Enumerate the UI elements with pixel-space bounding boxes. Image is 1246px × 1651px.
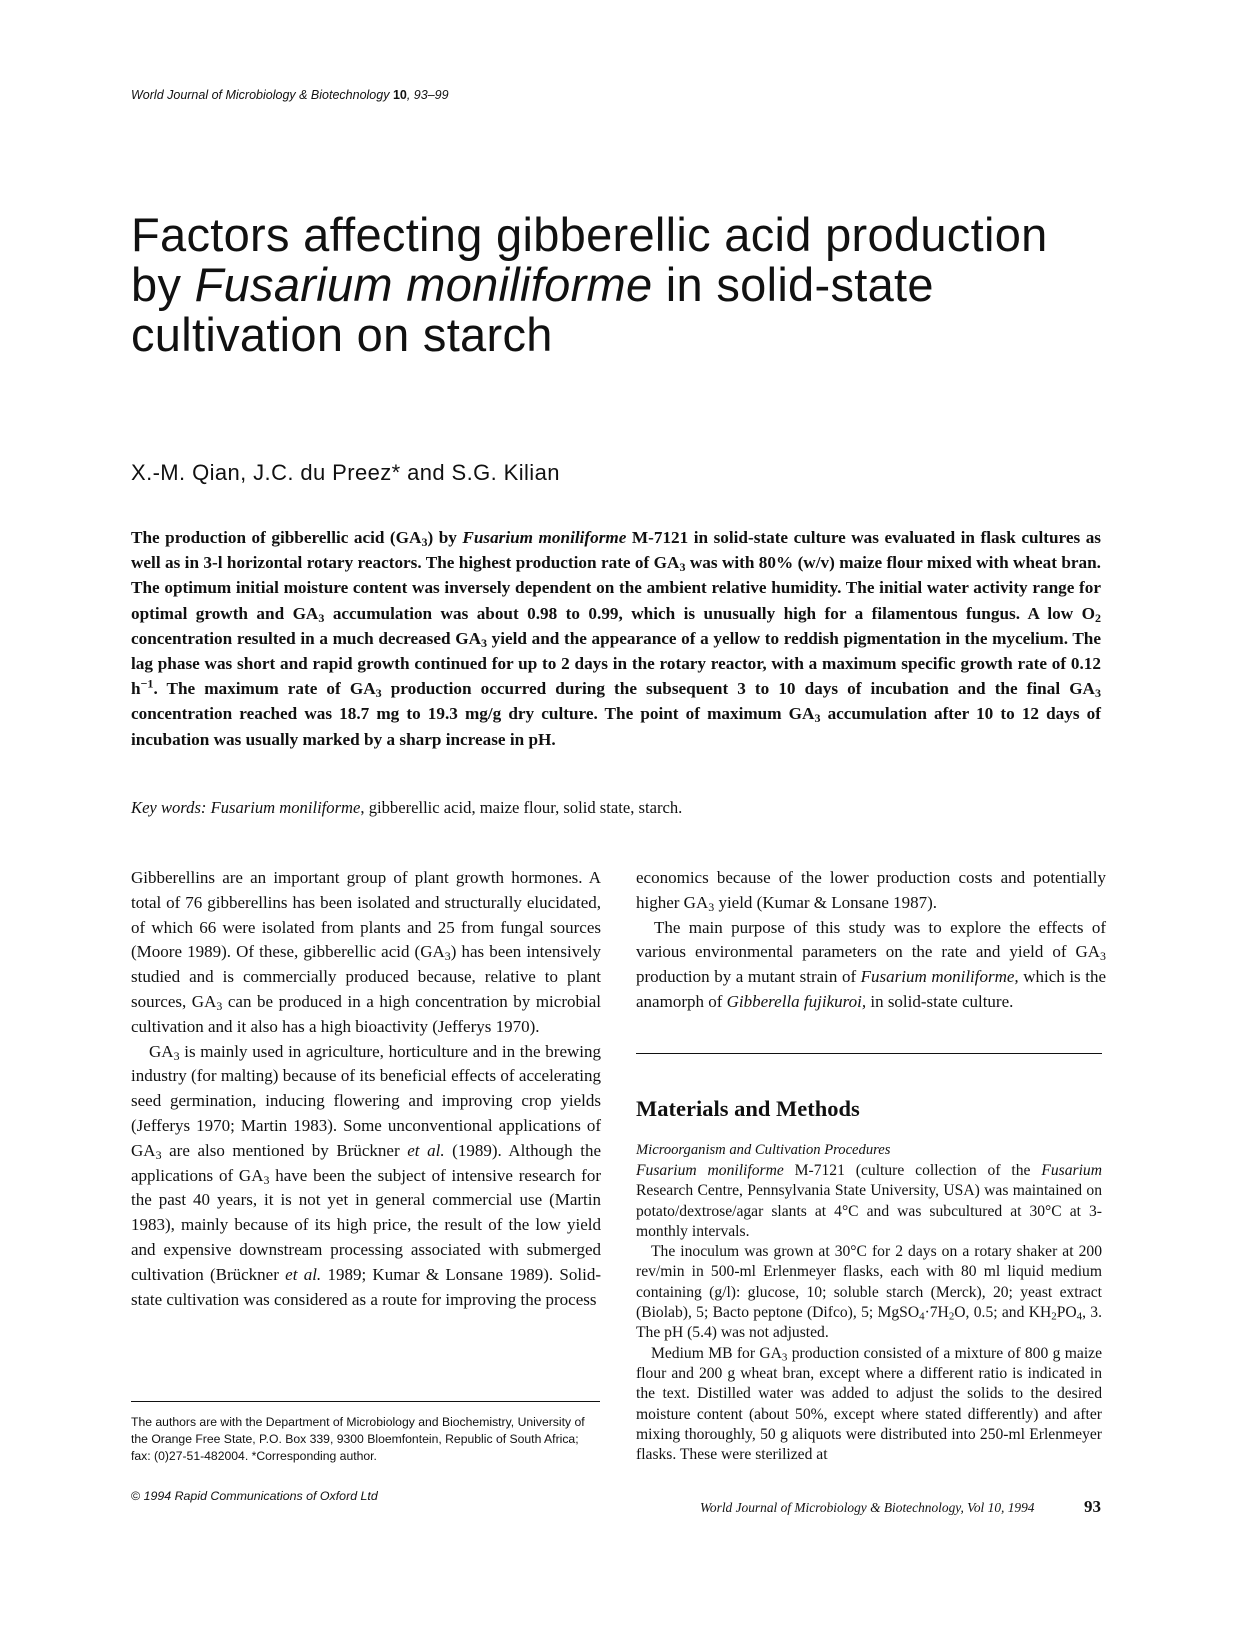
methods-paragraph-3: Medium MB for $GA_3$ production consisted of a mixture of 800 g maize flour and 200 g wheat bran, except where a different ratio is indicated in the text. Distilled water was added to adjust the solids to the desired moisture content (about 50%, except where stated differently) and after mixing thoroughly, 50 g aliquots were distributed into 250-ml Erlenmeyer flasks. These were sterilized at — [636, 1344, 1103, 1464]
keywords — [131, 798, 1101, 818]
journal-name: World Journal of Microbiology & Biotechnology — [131, 88, 390, 102]
methods-paragraph-1: Fusarium moniliforme M-7121 (culture collection of the Fusarium Research Centre, Pennsylvania State University, USA) was maintained on potato/dextrose/agar slants at 4°C and was subcultured at 30°C at 3-monthly intervals. — [636, 1162, 1102, 1240]
subsection-heading: Microorganism and Cultivation Procedures — [636, 1142, 891, 1158]
title-by: by — [131, 258, 195, 311]
footnote-divider — [131, 1401, 600, 1402]
intro-paragraph-2: $GA_3$ is mainly used in agriculture, horticulture and in the brewing industry (for malting) because of its beneficial effects of accelerating seed germination, inducing flowering and improving crop yields (Jefferys 1970; Martin 1983). Some unconventional applications of $GA_3$ are also mentioned by Brückner et al. (1989). Although the applications of $GA_3$ have been the subject of intensive research for the past 40 years, it is not yet in general commercial use (Martin 1983), mainly because of its high price, the result of the low yield and expensive downstream processing associated with submerged cultivation (Brückner et al. 1989; Kumar & Lonsane 1989). Solid-state cultivation was considered as a route for improving the process — [131, 1041, 601, 1309]
author-list: X.-M. Qian, J.C. du Preez* and S.G. Kilian — [131, 460, 560, 485]
intro-paragraph-1: Gibberellins are an important group of plant growth hormones. A total of 76 gibberellins has been isolated and structurally elucidated, of which 66 were isolated from plants and 25 from fungal sources (Moore 1989). Of these, gibberellic acid $(GA_3)$ has been intensively studied and is commercially produced because, relative to plant sources, $GA_3$ can be produced in a high concentration by microbial cultivation and it also has a high bioactivity (Jefferys 1970). — [131, 868, 601, 1036]
copyright-symbol: © — [131, 1489, 141, 1503]
journal-volume: 10 — [392, 88, 407, 102]
running-footer: World Journal of Microbiology & Biotechnology, Vol 10, 1994 — [700, 1500, 1035, 1515]
methods-paragraph-2: The inoculum was grown at 30°C for 2 days on a rotary shaker at 200 rev/min in 500-ml Erlenmeyer flasks, each with 80 ml liquid medium containing (g/l): glucose, 10; soluble starch (Merck), 20; yeast extract (Biolab), 5; Bacto peptone (Difco), 5; $MgSO_4\cdot 7H_2O$, 0.5; and $KH_2PO_4$, 3. The pH (5.4) was not adjusted. — [636, 1243, 1102, 1342]
section-heading-methods: Materials and Methods — [636, 1096, 860, 1121]
journal-pages: , 93–99 — [406, 88, 449, 102]
author-affiliation-footnote: The authors are with the Department of Microbiology and Biochemistry, University of the Orange Free State, P.O. Box 339, 9300 Bloemfontein, Republic of South Africa; fax: (0)27-51-482004. *Corresponding author. — [131, 1415, 585, 1463]
title-line-1: Factors affecting gibberellic acid production — [131, 208, 1048, 261]
keywords-rest: , gibberellic acid, maize flour, solid state, starch. — [360, 798, 683, 817]
body-column-right — [636, 866, 1106, 1015]
title-line-3: cultivation on starch — [131, 308, 553, 361]
body-column-left — [131, 866, 601, 1312]
article-title — [131, 210, 1131, 360]
intro-paragraph-3: economics because of the lower production costs and potentially higher $GA_3$ yield (Kumar & Lonsane 1987). — [636, 868, 1106, 914]
intro-paragraph-4: The main purpose of this study was to explore the effects of various environmental parameters on the rate and yield of $GA_3$ production by a mutant strain of Fusarium moniliforme, which is the anamorph of Gibberella fujikuroi, in solid-state culture. — [636, 917, 1106, 1011]
section-divider — [636, 1053, 1102, 1054]
page-number: 93 — [1084, 1497, 1101, 1516]
keywords-species: Fusarium moniliforme — [210, 798, 361, 817]
keywords-label: Key words: — [131, 798, 207, 817]
abstract: The production of gibberellic acid $(GA_3)$ by Fusarium moniliforme M-7121 in solid-state culture was evaluated in flask cultures as well as in 3-l horizontal rotary reactors. The highest production rate of $GA_3$ was with 80% (w/v) maize flour mixed with wheat bran. The optimum initial moisture content was inversely dependent on the ambient relative humidity. The initial water activity range for optimal growth and $GA_3$ accumulation was about 0.98 to 0.99, which is unusually high for a filamentous fungus. A low $O_2$ concentration resulted in a much decreased $GA_3$ yield and the appearance of a yellow to reddish pigmentation in the mycelium. The lag phase was short and rapid growth continued for up to 2 days in the rotary reactor, with a maximum specific growth rate of 0.12 $h^{-1}$. The maximum rate of $GA_3$ production occurred during the subsequent 3 to 10 days of incubation and the final $GA_3$ concentration reached was 18.7 mg to 19.3 mg/g dry culture. The point of maximum $GA_3$ accumulation after 10 to 12 days of incubation was usually marked by a sharp increase in pH. — [131, 528, 1101, 749]
running-header — [131, 88, 449, 102]
methods-text — [636, 1161, 1102, 1465]
title-species: Fusarium moniliforme — [194, 258, 653, 311]
copyright-notice: © 1994 Rapid Communications of Oxford Ltd — [131, 1489, 378, 1503]
title-rest: in solid-state — [652, 258, 934, 311]
